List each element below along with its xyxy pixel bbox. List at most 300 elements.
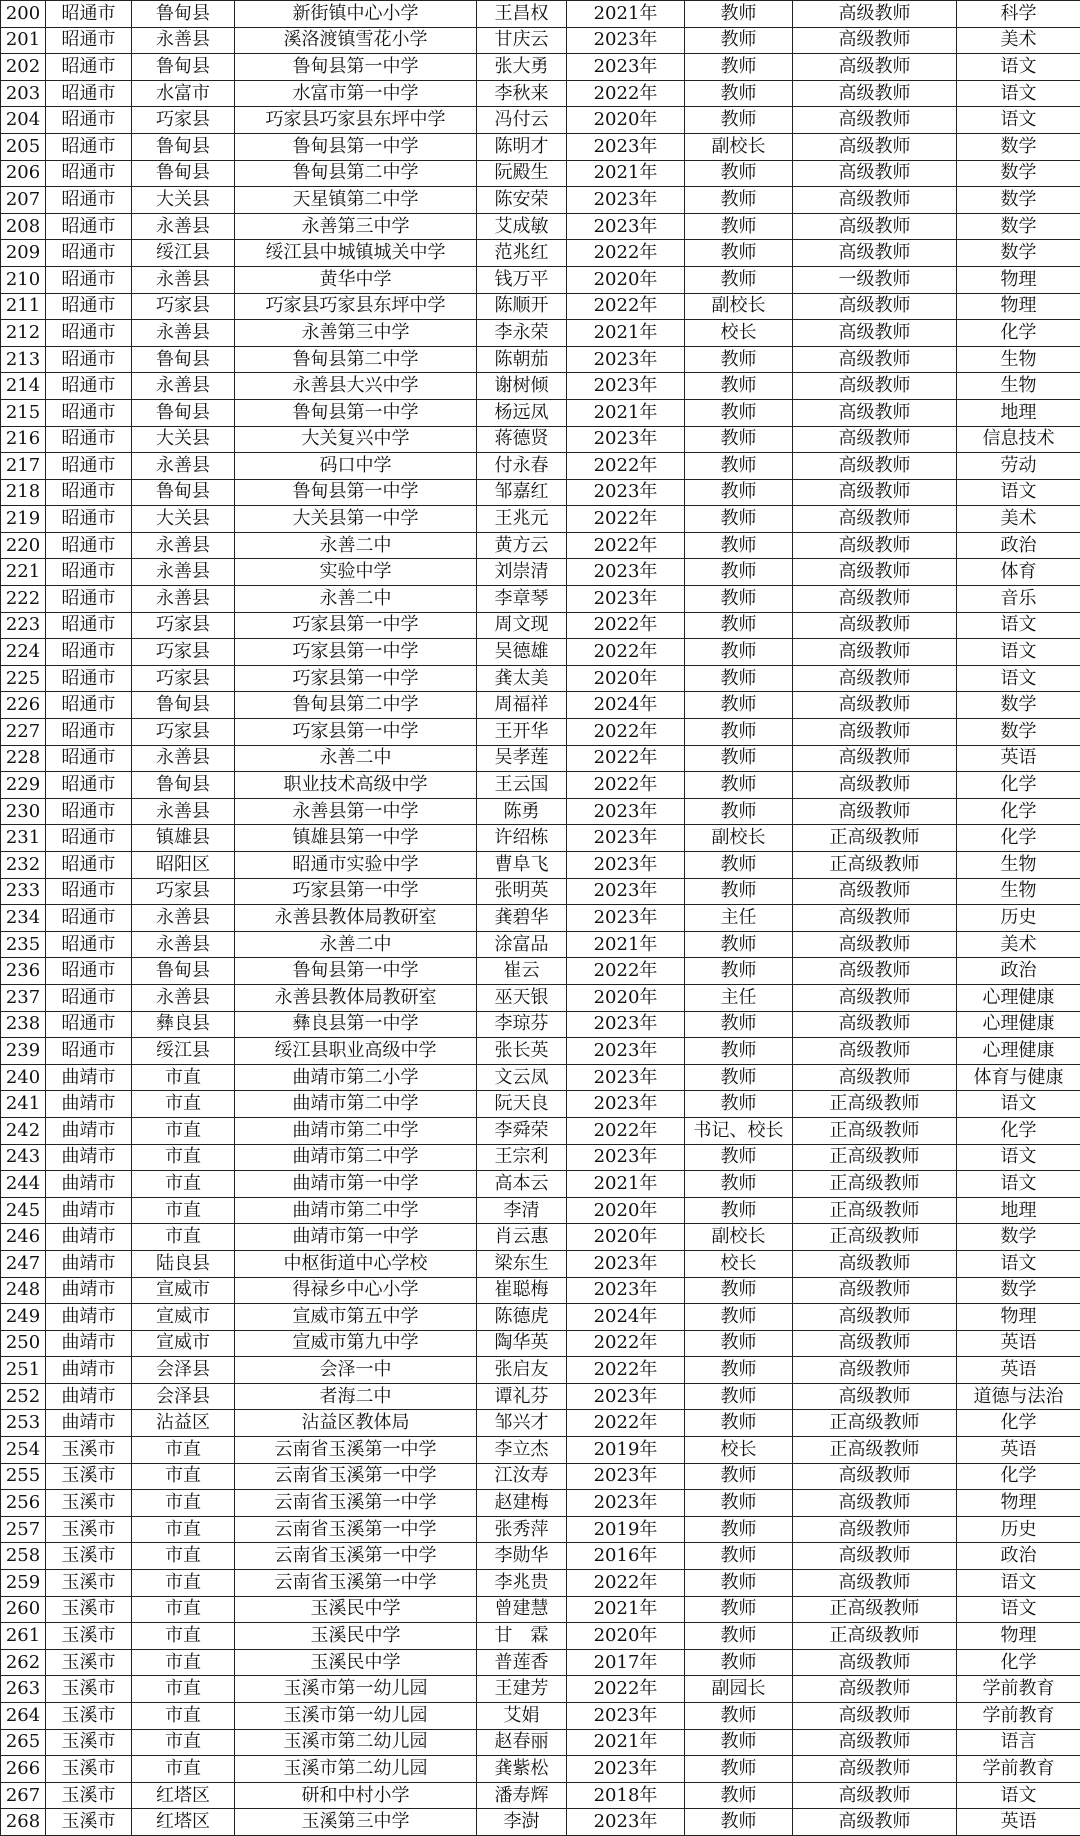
city-cell: 玉溪市 [46, 1516, 132, 1543]
year-cell: 2023年 [567, 1144, 685, 1171]
year-cell: 2023年 [567, 1490, 685, 1517]
school-cell: 巧家县第一中学 [235, 639, 477, 666]
year-cell: 2022年 [567, 453, 685, 480]
county-cell: 镇雄县 [132, 825, 235, 852]
teacher-name-cell: 阮殿生 [477, 160, 567, 187]
teacher-name-cell: 肖云惠 [477, 1224, 567, 1251]
title-rank-cell: 高级教师 [793, 1543, 957, 1570]
county-cell: 市直 [132, 1224, 235, 1251]
city-cell: 昭通市 [46, 612, 132, 639]
subject-cell: 数学 [957, 240, 1080, 267]
city-cell: 昭通市 [46, 878, 132, 905]
year-cell: 2021年 [567, 399, 685, 426]
title-rank-cell: 高级教师 [793, 293, 957, 320]
position-cell: 教师 [685, 1330, 793, 1357]
title-rank-cell: 高级教师 [793, 612, 957, 639]
city-cell: 玉溪市 [46, 1596, 132, 1623]
row-number-cell: 251 [1, 1357, 46, 1384]
position-cell: 教师 [685, 1410, 793, 1437]
teacher-name-cell: 王云国 [477, 772, 567, 799]
table-row [1, 719, 1080, 746]
position-cell: 教师 [685, 1490, 793, 1517]
year-cell: 2023年 [567, 1809, 685, 1836]
teacher-name-cell: 崔云 [477, 958, 567, 985]
table-row [1, 612, 1080, 639]
year-cell: 2021年 [567, 1171, 685, 1198]
school-cell: 玉溪民中学 [235, 1596, 477, 1623]
city-cell: 昭通市 [46, 586, 132, 613]
school-cell: 巧家县巧家县东坪中学 [235, 293, 477, 320]
position-cell: 教师 [685, 1782, 793, 1809]
teacher-name-cell: 潘寿辉 [477, 1782, 567, 1809]
county-cell: 市直 [132, 1676, 235, 1703]
school-cell: 玉溪民中学 [235, 1623, 477, 1650]
table-row [1, 1091, 1080, 1118]
county-cell: 市直 [132, 1171, 235, 1198]
school-cell: 永善县教体局教研室 [235, 905, 477, 932]
county-cell: 鲁甸县 [132, 160, 235, 187]
table-row [1, 532, 1080, 559]
teacher-name-cell: 黄方云 [477, 532, 567, 559]
teacher-name-cell: 王兆元 [477, 506, 567, 533]
city-cell: 昭通市 [46, 719, 132, 746]
year-cell: 2022年 [567, 612, 685, 639]
year-cell: 2020年 [567, 665, 685, 692]
position-cell: 副校长 [685, 825, 793, 852]
teacher-name-cell: 王昌权 [477, 1, 567, 28]
school-cell: 玉溪民中学 [235, 1649, 477, 1676]
county-cell: 市直 [132, 1463, 235, 1490]
school-cell: 永善二中 [235, 586, 477, 613]
year-cell: 2021年 [567, 931, 685, 958]
subject-cell: 语文 [957, 665, 1080, 692]
position-cell: 教师 [685, 1703, 793, 1730]
year-cell: 2023年 [567, 373, 685, 400]
table-row [1, 1277, 1080, 1304]
teacher-name-cell: 曹阜飞 [477, 852, 567, 879]
city-cell: 昭通市 [46, 187, 132, 214]
position-cell: 教师 [685, 1623, 793, 1650]
subject-cell: 心理健康 [957, 984, 1080, 1011]
teacher-name-cell: 邹兴才 [477, 1410, 567, 1437]
city-cell: 昭通市 [46, 479, 132, 506]
year-cell: 2023年 [567, 187, 685, 214]
year-cell: 2023年 [567, 1277, 685, 1304]
subject-cell: 语文 [957, 612, 1080, 639]
county-cell: 永善县 [132, 27, 235, 54]
position-cell: 副园长 [685, 1676, 793, 1703]
title-rank-cell: 高级教师 [793, 1570, 957, 1597]
county-cell: 永善县 [132, 320, 235, 347]
subject-cell: 英语 [957, 1330, 1080, 1357]
row-number-cell: 263 [1, 1676, 46, 1703]
school-cell: 会泽一中 [235, 1357, 477, 1384]
title-rank-cell: 高级教师 [793, 107, 957, 134]
subject-cell: 数学 [957, 160, 1080, 187]
row-number-cell: 256 [1, 1490, 46, 1517]
table-row [1, 240, 1080, 267]
position-cell: 教师 [685, 692, 793, 719]
teacher-name-cell: 文云凤 [477, 1064, 567, 1091]
county-cell: 永善县 [132, 931, 235, 958]
table-row [1, 107, 1080, 134]
school-cell: 黄华中学 [235, 266, 477, 293]
teacher-name-cell: 李章琴 [477, 586, 567, 613]
table-row [1, 54, 1080, 81]
title-rank-cell: 高级教师 [793, 1676, 957, 1703]
year-cell: 2022年 [567, 1117, 685, 1144]
year-cell: 2023年 [567, 133, 685, 160]
table-row [1, 293, 1080, 320]
teacher-name-cell: 陈勇 [477, 798, 567, 825]
city-cell: 昭通市 [46, 240, 132, 267]
school-cell: 码口中学 [235, 453, 477, 480]
row-number-cell: 249 [1, 1304, 46, 1331]
school-cell: 云南省玉溪第一中学 [235, 1437, 477, 1464]
subject-cell: 英语 [957, 1437, 1080, 1464]
teacher-name-cell: 李舜荣 [477, 1117, 567, 1144]
row-number-cell: 205 [1, 133, 46, 160]
title-rank-cell: 高级教师 [793, 160, 957, 187]
subject-cell: 化学 [957, 798, 1080, 825]
year-cell: 2023年 [567, 1064, 685, 1091]
row-number-cell: 207 [1, 187, 46, 214]
position-cell: 教师 [685, 1383, 793, 1410]
school-cell: 彝良县第一中学 [235, 1011, 477, 1038]
subject-cell: 生物 [957, 852, 1080, 879]
subject-cell: 数学 [957, 133, 1080, 160]
position-cell: 教师 [685, 1038, 793, 1065]
table-row [1, 798, 1080, 825]
subject-cell: 心理健康 [957, 1011, 1080, 1038]
school-cell: 大关复兴中学 [235, 426, 477, 453]
city-cell: 昭通市 [46, 1, 132, 28]
position-cell: 教师 [685, 1, 793, 28]
city-cell: 玉溪市 [46, 1756, 132, 1783]
county-cell: 市直 [132, 1756, 235, 1783]
city-cell: 昭通市 [46, 532, 132, 559]
table-row [1, 1649, 1080, 1676]
school-cell: 曲靖市第二中学 [235, 1197, 477, 1224]
title-rank-cell: 高级教师 [793, 1330, 957, 1357]
teacher-name-cell: 龚太美 [477, 665, 567, 692]
position-cell: 教师 [685, 639, 793, 666]
row-number-cell: 248 [1, 1277, 46, 1304]
city-cell: 玉溪市 [46, 1463, 132, 1490]
city-cell: 曲靖市 [46, 1383, 132, 1410]
table-row [1, 586, 1080, 613]
year-cell: 2022年 [567, 1410, 685, 1437]
teacher-name-cell: 陶华英 [477, 1330, 567, 1357]
subject-cell: 数学 [957, 187, 1080, 214]
table-row [1, 639, 1080, 666]
subject-cell: 体育 [957, 559, 1080, 586]
position-cell: 教师 [685, 266, 793, 293]
city-cell: 曲靖市 [46, 1091, 132, 1118]
year-cell: 2023年 [567, 346, 685, 373]
position-cell: 教师 [685, 958, 793, 985]
city-cell: 玉溪市 [46, 1649, 132, 1676]
teacher-name-cell: 杨远凤 [477, 399, 567, 426]
subject-cell: 数学 [957, 719, 1080, 746]
table-row [1, 905, 1080, 932]
position-cell: 教师 [685, 54, 793, 81]
title-rank-cell: 高级教师 [793, 479, 957, 506]
position-cell: 教师 [685, 1543, 793, 1570]
county-cell: 红塔区 [132, 1809, 235, 1836]
city-cell: 昭通市 [46, 984, 132, 1011]
school-cell: 永善二中 [235, 745, 477, 772]
school-cell: 绥江县职业高级中学 [235, 1038, 477, 1065]
year-cell: 2024年 [567, 692, 685, 719]
county-cell: 永善县 [132, 453, 235, 480]
school-cell: 实验中学 [235, 559, 477, 586]
year-cell: 2023年 [567, 27, 685, 54]
row-number-cell: 213 [1, 346, 46, 373]
city-cell: 昭通市 [46, 905, 132, 932]
table-row [1, 1756, 1080, 1783]
county-cell: 永善县 [132, 586, 235, 613]
row-number-cell: 224 [1, 639, 46, 666]
row-number-cell: 232 [1, 852, 46, 879]
year-cell: 2023年 [567, 825, 685, 852]
school-cell: 昭通市实验中学 [235, 852, 477, 879]
school-cell: 云南省玉溪第一中学 [235, 1463, 477, 1490]
position-cell: 教师 [685, 1570, 793, 1597]
teacher-name-cell: 周文现 [477, 612, 567, 639]
school-cell: 永善二中 [235, 931, 477, 958]
subject-cell: 政治 [957, 958, 1080, 985]
table-row [1, 1490, 1080, 1517]
row-number-cell: 247 [1, 1250, 46, 1277]
subject-cell: 心理健康 [957, 1038, 1080, 1065]
table-row [1, 1596, 1080, 1623]
title-rank-cell: 高级教师 [793, 984, 957, 1011]
city-cell: 玉溪市 [46, 1570, 132, 1597]
county-cell: 宣威市 [132, 1330, 235, 1357]
position-cell: 教师 [685, 1516, 793, 1543]
row-number-cell: 229 [1, 772, 46, 799]
county-cell: 宣威市 [132, 1304, 235, 1331]
position-cell: 教师 [685, 532, 793, 559]
subject-cell: 物理 [957, 1490, 1080, 1517]
city-cell: 昭通市 [46, 665, 132, 692]
city-cell: 昭通市 [46, 320, 132, 347]
teacher-name-cell: 李永荣 [477, 320, 567, 347]
row-number-cell: 202 [1, 54, 46, 81]
subject-cell: 语文 [957, 1091, 1080, 1118]
row-number-cell: 225 [1, 665, 46, 692]
teacher-name-cell: 艾娟 [477, 1703, 567, 1730]
subject-cell: 学前教育 [957, 1756, 1080, 1783]
table-row [1, 1782, 1080, 1809]
city-cell: 昭通市 [46, 852, 132, 879]
table-row [1, 506, 1080, 533]
subject-cell: 化学 [957, 772, 1080, 799]
position-cell: 教师 [685, 719, 793, 746]
title-rank-cell: 高级教师 [793, 931, 957, 958]
county-cell: 鲁甸县 [132, 958, 235, 985]
year-cell: 2023年 [567, 479, 685, 506]
county-cell: 市直 [132, 1437, 235, 1464]
teacher-name-cell: 张明英 [477, 878, 567, 905]
school-cell: 天星镇第二中学 [235, 187, 477, 214]
city-cell: 昭通市 [46, 426, 132, 453]
teacher-name-cell: 吴孝莲 [477, 745, 567, 772]
row-number-cell: 219 [1, 506, 46, 533]
table-row [1, 1197, 1080, 1224]
teacher-name-cell: 张启友 [477, 1357, 567, 1384]
row-number-cell: 266 [1, 1756, 46, 1783]
teacher-name-cell: 梁东生 [477, 1250, 567, 1277]
school-cell: 永善第三中学 [235, 320, 477, 347]
teacher-name-cell: 李澍 [477, 1809, 567, 1836]
subject-cell: 道德与法治 [957, 1383, 1080, 1410]
teacher-name-cell: 陈德虎 [477, 1304, 567, 1331]
city-cell: 玉溪市 [46, 1623, 132, 1650]
year-cell: 2023年 [567, 798, 685, 825]
year-cell: 2023年 [567, 1250, 685, 1277]
school-cell: 鲁甸县第一中学 [235, 958, 477, 985]
title-rank-cell: 高级教师 [793, 772, 957, 799]
position-cell: 教师 [685, 1064, 793, 1091]
table-row [1, 1809, 1080, 1836]
year-cell: 2023年 [567, 586, 685, 613]
title-rank-cell: 高级教师 [793, 1490, 957, 1517]
title-rank-cell: 高级教师 [793, 133, 957, 160]
position-cell: 教师 [685, 586, 793, 613]
title-rank-cell: 高级教师 [793, 426, 957, 453]
school-cell: 曲靖市第二中学 [235, 1144, 477, 1171]
county-cell: 永善县 [132, 532, 235, 559]
table-row [1, 1038, 1080, 1065]
county-cell: 市直 [132, 1197, 235, 1224]
table-row [1, 559, 1080, 586]
position-cell: 副校长 [685, 133, 793, 160]
table-row [1, 266, 1080, 293]
subject-cell: 化学 [957, 320, 1080, 347]
county-cell: 永善县 [132, 266, 235, 293]
subject-cell: 语文 [957, 1144, 1080, 1171]
year-cell: 2022年 [567, 1676, 685, 1703]
county-cell: 市直 [132, 1490, 235, 1517]
city-cell: 昭通市 [46, 213, 132, 240]
school-cell: 玉溪市第二幼儿园 [235, 1729, 477, 1756]
school-cell: 鲁甸县第一中学 [235, 133, 477, 160]
year-cell: 2023年 [567, 1383, 685, 1410]
row-number-cell: 200 [1, 1, 46, 28]
subject-cell: 美术 [957, 27, 1080, 54]
position-cell: 教师 [685, 1011, 793, 1038]
row-number-cell: 253 [1, 1410, 46, 1437]
city-cell: 曲靖市 [46, 1064, 132, 1091]
title-rank-cell: 正高级教师 [793, 1144, 957, 1171]
teacher-name-cell: 赵春丽 [477, 1729, 567, 1756]
title-rank-cell: 高级教师 [793, 1038, 957, 1065]
school-cell: 曲靖市第二中学 [235, 1091, 477, 1118]
position-cell: 教师 [685, 612, 793, 639]
county-cell: 昭阳区 [132, 852, 235, 879]
row-number-cell: 261 [1, 1623, 46, 1650]
city-cell: 昭通市 [46, 373, 132, 400]
teacher-name-cell: 陈明才 [477, 133, 567, 160]
school-cell: 绥江县中城镇城关中学 [235, 240, 477, 267]
school-cell: 鲁甸县第二中学 [235, 160, 477, 187]
subject-cell: 历史 [957, 1516, 1080, 1543]
row-number-cell: 204 [1, 107, 46, 134]
year-cell: 2023年 [567, 54, 685, 81]
row-number-cell: 267 [1, 1782, 46, 1809]
county-cell: 鲁甸县 [132, 346, 235, 373]
teacher-name-cell: 李勋华 [477, 1543, 567, 1570]
title-rank-cell: 高级教师 [793, 1782, 957, 1809]
position-cell: 教师 [685, 1091, 793, 1118]
title-rank-cell: 正高级教师 [793, 1197, 957, 1224]
table-row [1, 27, 1080, 54]
subject-cell: 语文 [957, 1570, 1080, 1597]
title-rank-cell: 正高级教师 [793, 1117, 957, 1144]
subject-cell: 体育与健康 [957, 1064, 1080, 1091]
title-rank-cell: 高级教师 [793, 213, 957, 240]
subject-cell: 语文 [957, 479, 1080, 506]
title-rank-cell: 高级教师 [793, 692, 957, 719]
teacher-name-cell: 张大勇 [477, 54, 567, 81]
title-rank-cell: 高级教师 [793, 27, 957, 54]
row-number-cell: 226 [1, 692, 46, 719]
subject-cell: 英语 [957, 745, 1080, 772]
city-cell: 玉溪市 [46, 1676, 132, 1703]
subject-cell: 物理 [957, 1623, 1080, 1650]
year-cell: 2018年 [567, 1782, 685, 1809]
year-cell: 2021年 [567, 1596, 685, 1623]
school-cell: 玉溪市第一幼儿园 [235, 1703, 477, 1730]
teacher-name-cell: 李清 [477, 1197, 567, 1224]
table-row [1, 1516, 1080, 1543]
title-rank-cell: 高级教师 [793, 639, 957, 666]
subject-cell: 生物 [957, 878, 1080, 905]
county-cell: 鲁甸县 [132, 54, 235, 81]
position-cell: 教师 [685, 1304, 793, 1331]
year-cell: 2019年 [567, 1516, 685, 1543]
subject-cell: 生物 [957, 373, 1080, 400]
county-cell: 鲁甸县 [132, 772, 235, 799]
table-row [1, 160, 1080, 187]
county-cell: 绥江县 [132, 1038, 235, 1065]
position-cell: 教师 [685, 1809, 793, 1836]
teacher-name-cell: 涂富品 [477, 931, 567, 958]
subject-cell: 数学 [957, 1277, 1080, 1304]
row-number-cell: 222 [1, 586, 46, 613]
title-rank-cell: 正高级教师 [793, 1224, 957, 1251]
city-cell: 昭通市 [46, 559, 132, 586]
table-row [1, 346, 1080, 373]
teacher-name-cell: 李兆贵 [477, 1570, 567, 1597]
year-cell: 2022年 [567, 293, 685, 320]
row-number-cell: 211 [1, 293, 46, 320]
subject-cell: 生物 [957, 346, 1080, 373]
position-cell: 教师 [685, 559, 793, 586]
county-cell: 市直 [132, 1570, 235, 1597]
county-cell: 市直 [132, 1543, 235, 1570]
table-row [1, 213, 1080, 240]
city-cell: 曲靖市 [46, 1410, 132, 1437]
year-cell: 2022年 [567, 506, 685, 533]
row-number-cell: 268 [1, 1809, 46, 1836]
county-cell: 市直 [132, 1623, 235, 1650]
subject-cell: 学前教育 [957, 1703, 1080, 1730]
table-row [1, 1171, 1080, 1198]
table-row [1, 1729, 1080, 1756]
